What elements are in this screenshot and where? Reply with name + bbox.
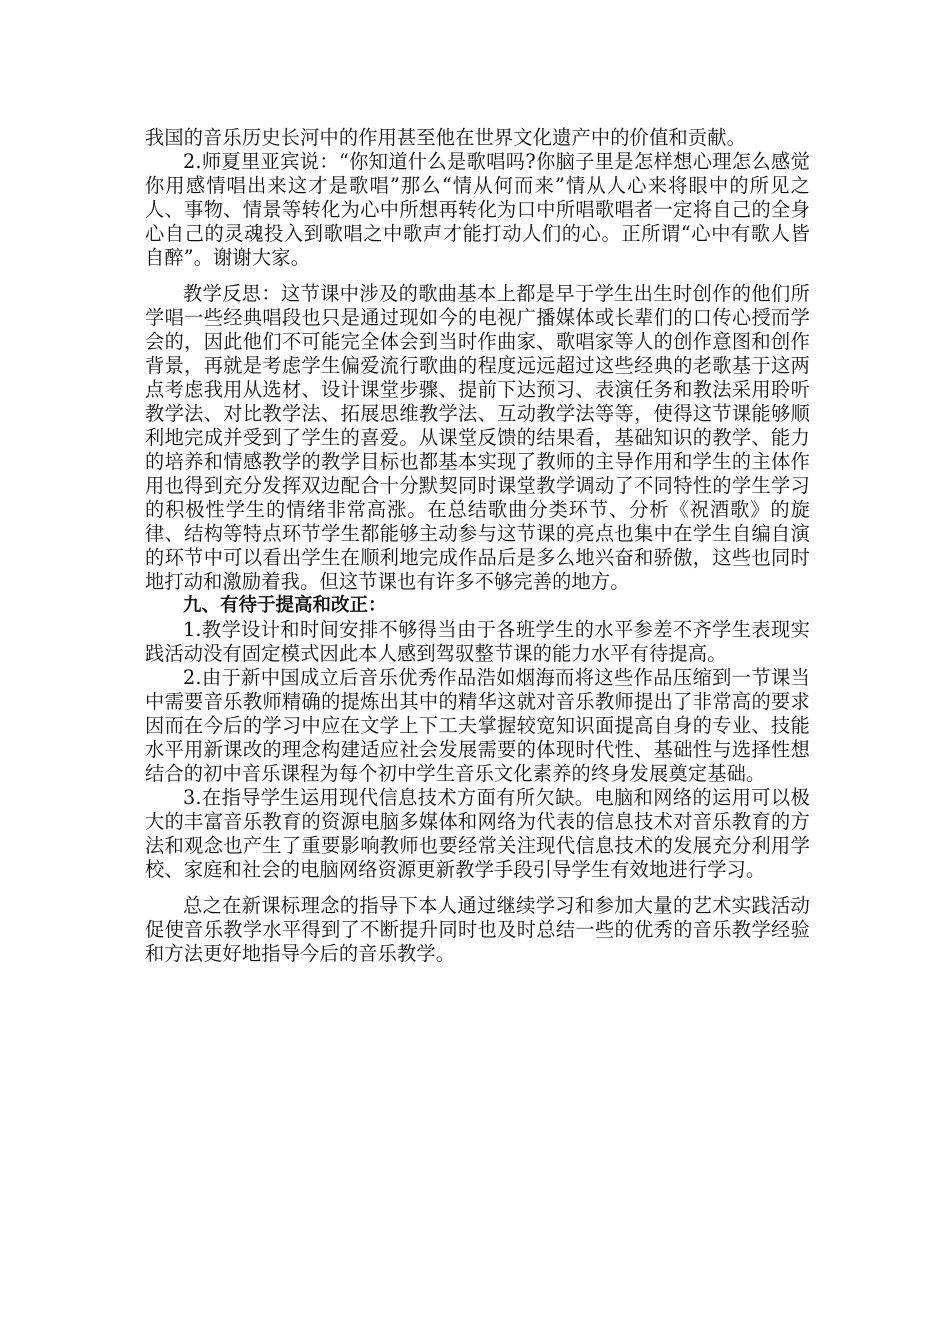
paragraph-item-1: 1.教学设计和时间安排不够得当由于各班学生的水平参差不齐学生表现实践活动没有固定模式因此本人感到驾驭整节课的能力水平有待提高。 xyxy=(145,618,810,665)
section-heading: 九、有待于提高和改正： xyxy=(183,595,387,616)
paragraph-quote: 2.师夏里亚宾说：“你知道什么是歌唱吗?你脑子里是怎样想心理怎么感觉你用感情唱出来这才是歌唱”那么“情从何而来”情从人心来将眼中的所见之人、事物、情景等转化为心中所想再转化为口中所唱歌唱者一定将自己的全身心自己的灵魂投入到歌唱之中歌声才能打动人们的心。正所谓“心中有歌人皆自醉”。谢谢大家。 xyxy=(145,150,810,269)
paragraph-conclusion: 总之在新课标理念的指导下本人通过继续学习和参加大量的艺术实践活动促使音乐教学水平得到了不断提升同时也及时总结一些的优秀的音乐教学经验和方法更好地指导今后的音乐教学。 xyxy=(145,894,810,965)
paragraph-reflection: 教学反思：这节课中涉及的歌曲基本上都是早于学生出生时创作的他们所学唱一些经典唱段也只是通过现如今的电视广播媒体或长辈们的口传心授而学会的，因此他们不可能完全体会到当时作曲家、歌唱家等人的创作意图和创作背景，再就是考虑学生偏爱流行歌曲的程度远远超过这些经典的老歌基于这两点考虑我用从选材、设计课堂步骤、提前下达预习、表演任务和教法采用聆听教学法、对比教学法、拓展思维教学法、互动教学法等等，使得这节课能够顺利地完成并受到了学生的喜爱。从课堂反馈的结果看，基础知识的教学、能力的培养和情感教学的教学目标也都基本实现了教师的主导作用和学生的主体作用也得到充分发挥双边配合十分默契同时课堂教学调动了不同特性的学生学习的积极性学生的情绪非常高涨。在总结歌曲分类环节、分析《祝酒歌》的旋律、结构等特点环节学生都能够主动参与这节课的亮点也集中在学生自编自演的环节中可以看出学生在顺利地完成作品后是多么地兴奋和骄傲，这些也同时地打动和激励着我。但这节课也有许多不够完善的地方。 xyxy=(145,282,810,593)
paragraph-item-3: 3.在指导学生运用现代信息技术方面有所欠缺。电脑和网络的运用可以极大的丰富音乐教育的资源电脑多媒体和网络为代表的信息技术对音乐教育的方法和观念也产生了重要影响教师也要经常关注现代信息技术的发展充分利用学校、家庭和社会的电脑网络资源更新教学手段引导学生有效地进行学习。 xyxy=(145,786,810,881)
paragraph-gap xyxy=(145,270,810,282)
paragraph-item-2: 2.由于新中国成立后音乐优秀作品浩如烟海而将这些作品压缩到一节课当中需要音乐教师精确的提炼出其中的精华这就对音乐教师提出了非常高的要求因而在今后的学习中应在文学上下工夫掌握较宽知识面提高自身的专业、技能水平用新课改的理念构建适应社会发展需要的体现时代性、基础性与选择性想结合的初中音乐课程为每个初中学生音乐文化素养的终身发展奠定基础。 xyxy=(145,666,810,785)
document-page xyxy=(145,126,810,966)
paragraph-gap xyxy=(145,882,810,894)
paragraph-continuation: 我国的音乐历史长河中的作用甚至他在世界文化遗产中的价值和贡献。 xyxy=(145,126,747,149)
